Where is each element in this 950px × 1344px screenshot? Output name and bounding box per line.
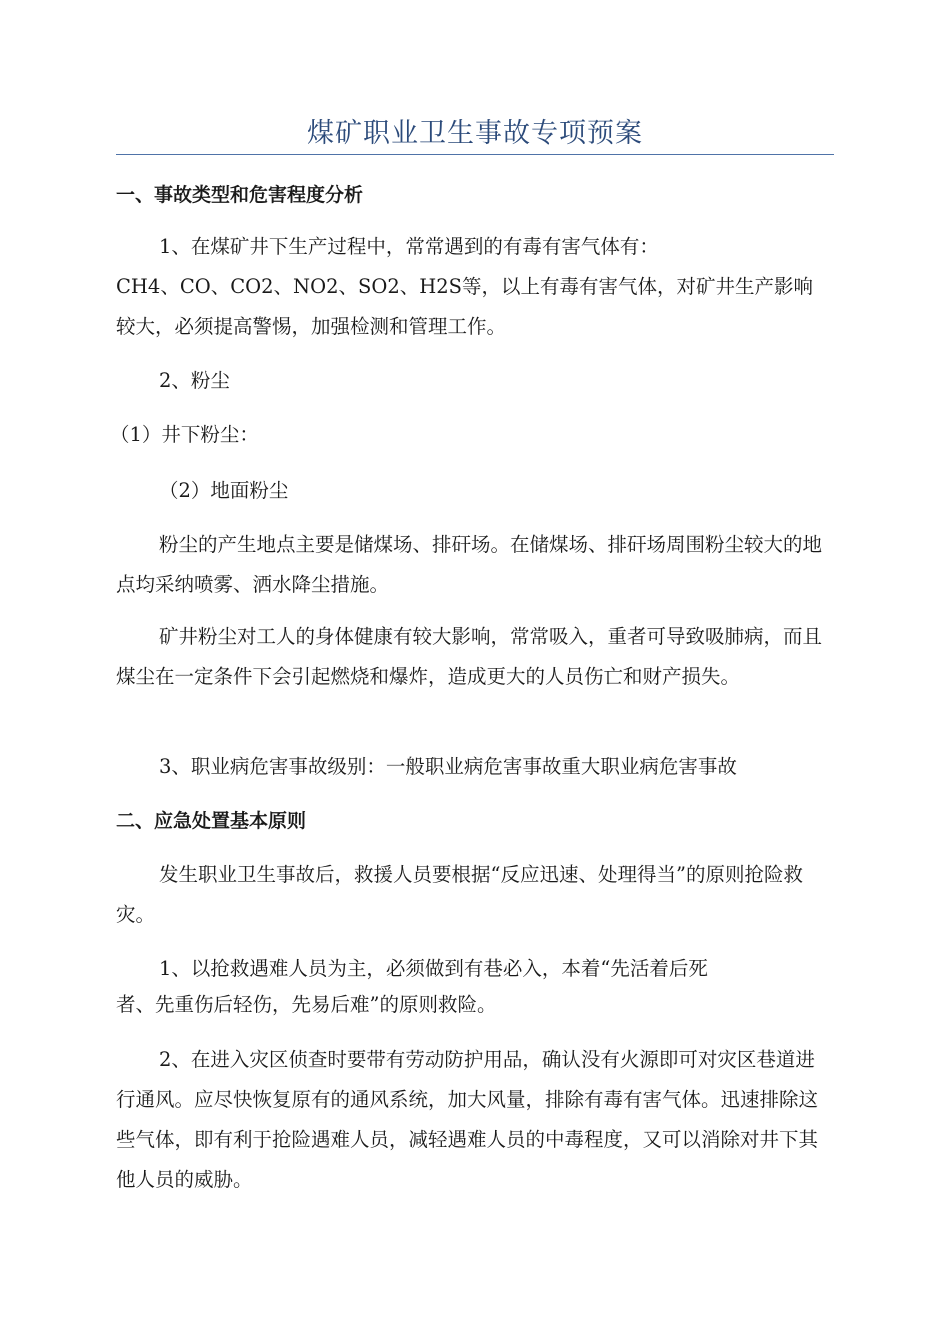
- paragraph-rescue-first-line-1: 1、以抢救遇难人员为主，必须做到有巷必入，本着“先活着后死: [159, 957, 708, 980]
- paragraph-gases-line-2: CH4、CO、CO2、NO2、SO2、H2S等，以上有毒有害气体，对矿井生产影响: [116, 275, 814, 298]
- paragraph-principle-intro: 发生职业卫生事故后，救援人员要根据“反应迅速、处理得当”的原则抢险救灾。: [116, 863, 803, 926]
- paragraph-dust-hazard: 矿井粉尘对工人的身体健康有较大影响，常常吸入，重者可导致吸肺病，而且煤尘在一定条件下会引起燃烧和爆炸，造成更大的人员伤亡和财产损失。: [116, 625, 823, 688]
- paragraph-gases-line-1: 1、在煤矿井下生产过程中，常常遇到的有毒有害气体有：: [159, 235, 659, 258]
- paragraph-surface-dust: （2）地面粉尘: [159, 479, 289, 502]
- paragraph-accident-level: 3、职业病危害事故级别：一般职业病危害事故重大职业病危害事故: [159, 755, 737, 778]
- title-underline: [116, 154, 834, 155]
- paragraph-dust-item: 2、粉尘: [159, 369, 230, 392]
- document-title: 煤矿职业卫生事故专项预案: [307, 118, 643, 149]
- section-heading-1: 一、事故类型和危害程度分析: [116, 184, 364, 206]
- paragraph-dust-sources: 粉尘的产生地点主要是储煤场、排矸场。在储煤场、排矸场周围粉尘较大的地点均采纳喷雾、洒水降尘措施。: [116, 533, 823, 596]
- paragraph-rescue-first-line-2: 者、先重伤后轻伤，先易后难”的原则救险。: [116, 993, 497, 1016]
- paragraph-gases-line-3: 较大，必须提高警惕，加强检测和管理工作。: [116, 315, 507, 338]
- section-heading-2: 二、应急处置基本原则: [116, 810, 307, 832]
- paragraph-ventilation: 2、在进入灾区侦查时要带有劳动防护用品，确认没有火源即可对灾区巷道进行通风。应尽快恢复原有的通风系统，加大风量，排除有毒有害气体。迅速排除这些气体，即有利于抢险遇难人员，减轻遇难人员的中毒程度，又可以消除对井下其他人员的威胁。: [116, 1048, 819, 1191]
- paragraph-underground-dust: （1）井下粉尘：: [110, 423, 259, 446]
